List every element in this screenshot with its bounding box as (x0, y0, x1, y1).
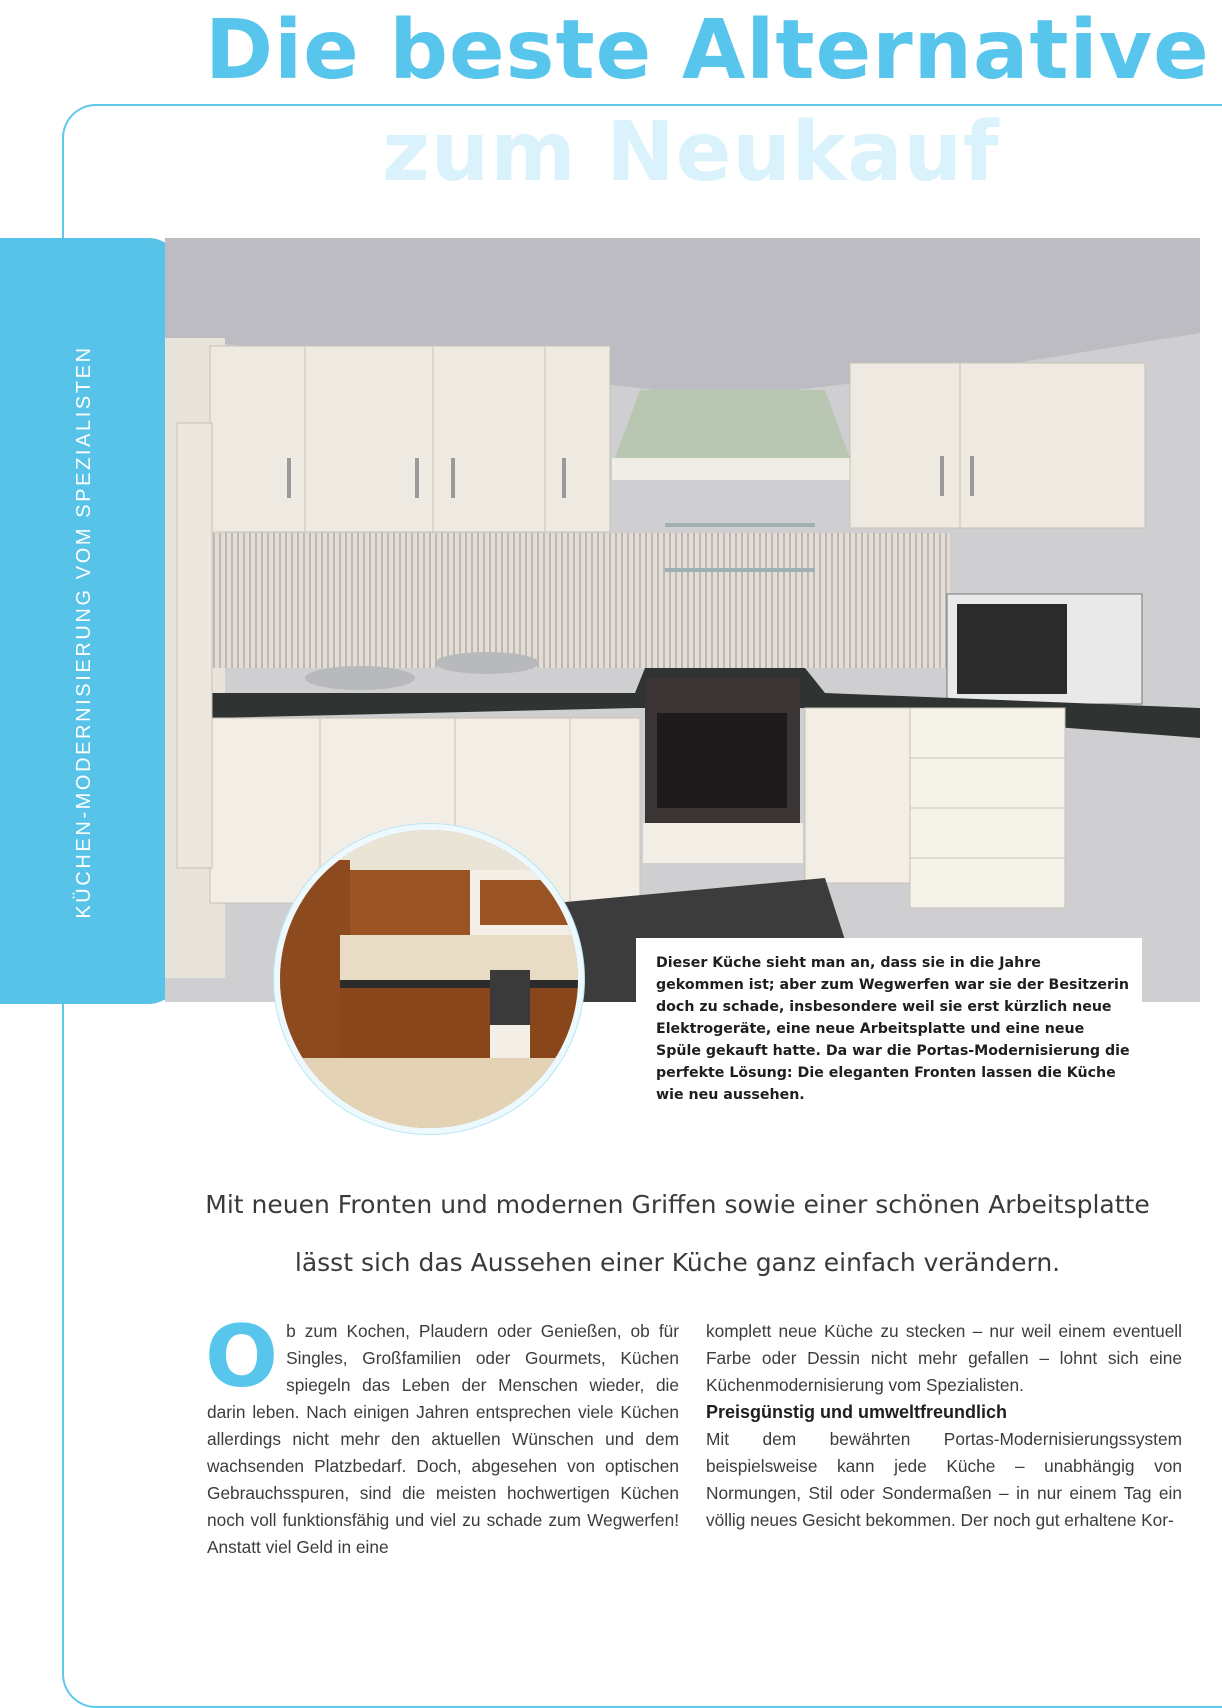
article-column-right (706, 1318, 1182, 1534)
headline-line-2: zum Neukauf (382, 105, 1000, 200)
lead-line-2: lässt sich das Aussehen einer Küche ganz einfach verändern. (294, 1248, 1061, 1277)
kitchen-photo-before (274, 824, 584, 1134)
drop-cap: O (205, 1307, 279, 1407)
headline-line-1: Die beste Alternative (205, 3, 1210, 98)
photo-caption: Dieser Küche sieht man an, dass sie in die Jahre gekommen ist; aber zum Wegwerfen war sie der Besitzerin doch zu schade, insbesondere weil sie erst kürzlich neue Elektrogeräte, eine neue Arbeitsplatte und eine neue Spüle gekauft hatte. Da war die Portas-Modernisierung die perfekte Lösung: Die eleganten Fronten lassen die Küche wie neu aussehen. (636, 938, 1142, 1116)
lead-line-1: Mit neuen Fronten und modernen Griffen sowie einer schönen Arbeitsplatte (205, 1190, 1150, 1219)
article-subheading: Preisgünstig und umweltfreundlich (706, 1402, 1008, 1422)
side-label: KÜCHEN-MODERNISIERUNG VOM SPEZIALISTEN (73, 345, 95, 919)
article-text-right: komplett neue Küche zu stecken – nur weil einem eventuell Farbe oder Dessin nicht mehr gefallen – lohnt sich eine Küchenmodernisierung vom Spezialisten. (706, 1321, 1182, 1395)
article-text-left: b zum Kochen, Plaudern oder Genießen, ob für Singles, Großfamilien oder Gourmets, Küchen spiegeln das Leben der Menschen wieder, die darin leben. Nach einigen Jahren entsprechen viele Küchen allerdings nicht mehr den aktuellen Wünschen und dem wachsenden Platzbedarf. Doch, abgesehen von optischen Gebrauchsspuren, sind die meisten hochwertigen Küchen noch voll funktionsfähig und viel zu schade zum Wegwerfen! Anstatt viel Geld in eine (207, 1321, 679, 1557)
lead-paragraph (160, 1176, 1195, 1292)
article-column-left (205, 1307, 679, 1561)
article-text-right-2: Mit dem bewährten Portas-Modernisierungssystem beispielsweise kann jede Küche – unabhängig von Normungen, Stil oder Sondermaßen – in nur einem Tag ein völlig neues Gesicht bekommen. Der noch gut erhaltene Kor- (706, 1429, 1182, 1530)
